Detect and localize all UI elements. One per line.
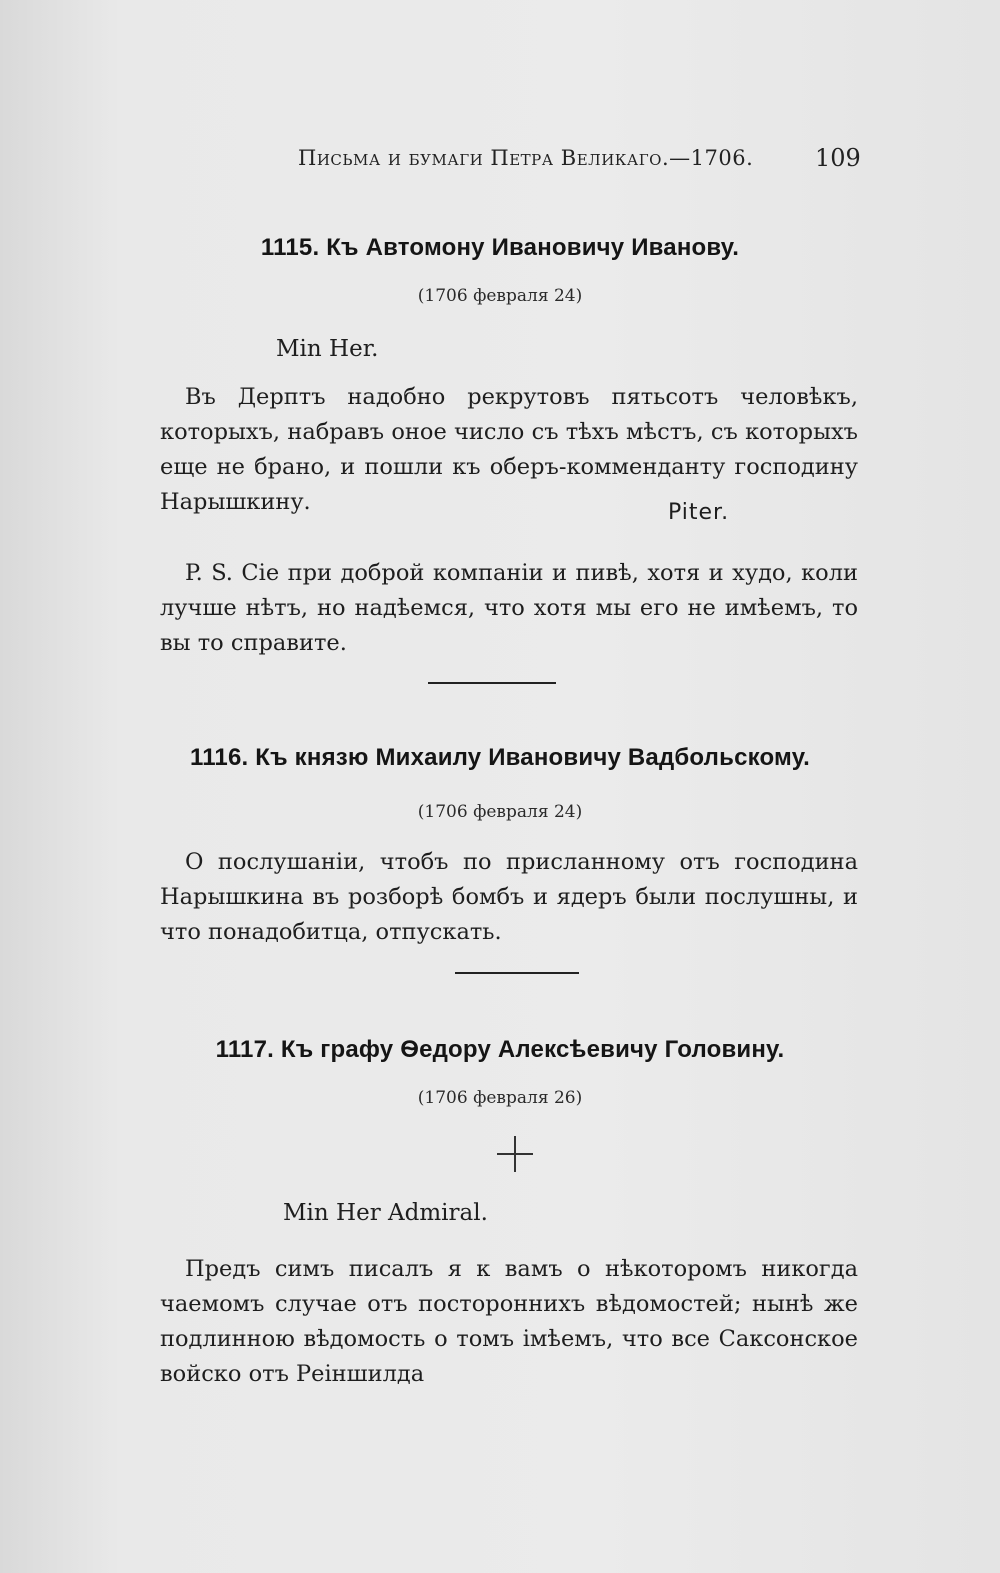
cross-icon <box>497 1136 533 1172</box>
letter-postscript-text: P. S. Сіе при доброй компаніи и пивѣ, хотя и худо, коли лучше нѣтъ, но надѣемся, что хотя мы его не имѣемъ, то вы то справите. <box>160 560 858 656</box>
letter-body <box>160 380 858 520</box>
letter-body-text: О послушаніи, чтобъ по присланному отъ господина Нарышкина въ розборѣ бомбъ и ядеръ были послушны, и что понадобитца, отпускать. <box>160 849 858 945</box>
letter-salutation: Min Her Admiral. <box>283 1200 488 1226</box>
letter-body <box>160 845 858 950</box>
letter-body <box>160 1252 858 1392</box>
letter-salutation: Min Her. <box>276 336 379 362</box>
letter-date: (1706 февраля 26) <box>417 1088 583 1108</box>
letter-postscript <box>160 556 858 661</box>
running-title: Письма и бумаги Петра Великаго.—1706. <box>298 146 754 170</box>
letter-heading: 1117. Къ графу Ѳедору Алексѣевичу Головину. <box>215 1036 785 1063</box>
letter-date: (1706 февраля 24) <box>417 286 583 306</box>
letter-signature: Piter. <box>668 500 730 525</box>
page-number: 109 <box>815 144 861 172</box>
letter-date: (1706 февраля 24) <box>417 802 583 822</box>
letter-heading: 1116. Къ князю Михаилу Ивановичу Вадбольскому. <box>189 744 811 771</box>
section-divider <box>428 682 556 684</box>
letter-body-text: Предъ симъ писалъ я к вамъ о нѣкоторомъ никогда чаемомъ случае отъ посторонниxъ вѣдомостей; нынѣ же подлинною вѣдомость о томъ імѣемъ, что все Саксонское войско отъ Реіншилда <box>160 1256 858 1387</box>
letter-body-text: Въ Дерптъ надобно рекрутовъ пятьсотъ человѣкъ, которыхъ, набравъ оное число съ тѣхъ мѣстъ, съ которыхъ еще не брано, и пошли къ оберъ-комменданту господину Нарышкину. <box>160 384 858 515</box>
section-divider <box>455 972 579 974</box>
letter-heading: 1115. Къ Автомону Ивановичу Иванову. <box>260 234 740 261</box>
